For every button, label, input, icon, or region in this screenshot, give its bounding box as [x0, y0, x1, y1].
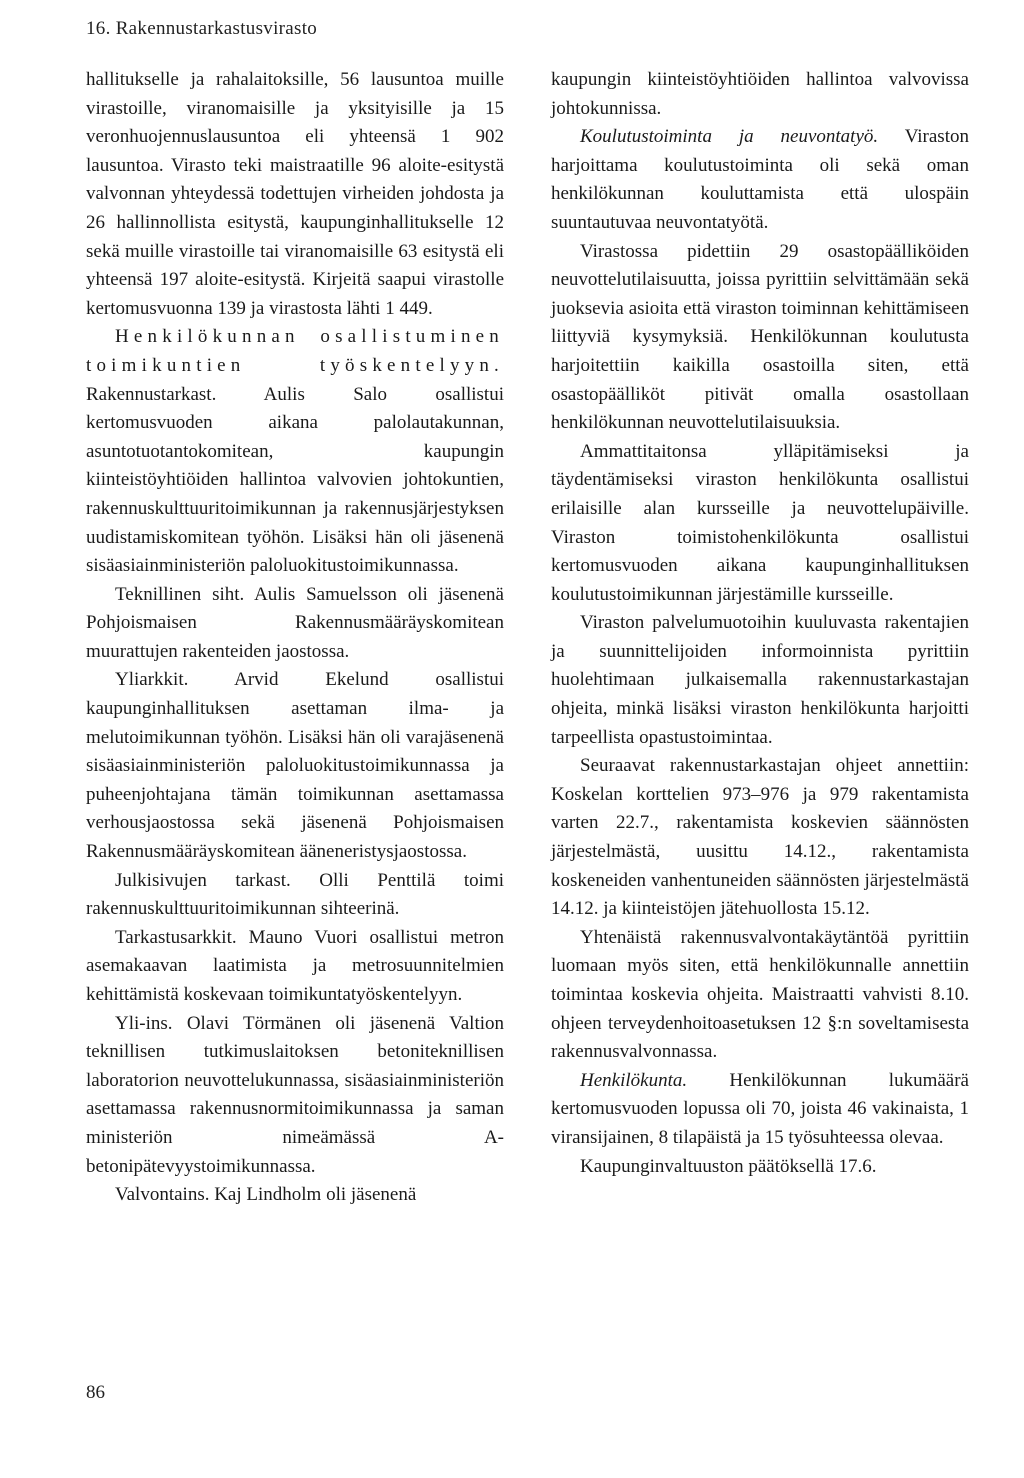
paragraph-tormanen: Yli-ins. Olavi Törmänen oli jäsenenä Valtion teknillisen tutkimuslaitoksen betoniteknillisen laboratorion neuvottelukunnassa, sisäasiainministeriön asettamassa rakennusnormitoimikunnassa ja saman ministeriön nimeämässä A-betonipätevyystoimikunnassa.: [86, 1012, 504, 1177]
paragraph-text: Viraston harjoittama koulutustoiminta oli sekä oman henkilökunnan kouluttamista että ulospäin suuntautuvaa neuvontatyötä.: [551, 126, 969, 233]
paragraph-continuation: kaupungin kiinteistöyhtiöiden hallintoa valvovissa johtokunnissa.: [551, 69, 969, 119]
paragraph-text: Rakennustarkast. Aulis Salo osallistui kertomusvuoden aikana palolautakunnan, asuntotuotantokomitean, kaupungin kiinteistöyhtiöiden hallintoa valvovien johtokuntien, rakennuskulttuuritoimikunnan ja rakennusjärjestyksen uudistamiskomitean työhön. Lisäksi hän oli jäsenenä sisäasiainministeriön paloluokitustoimikunnassa.: [86, 383, 504, 577]
paragraph-training: [551, 123, 969, 237]
paragraph-practice: Yhtenäistä rakennusvalvontakäytäntöä pyrittiin luomaan myös siten, että henkilökunnalle annettiin toimintaa koskevia ohjeita. Maistraatti vahvisti 8.10. ohjeen terveydenhoitoasetuksen 12 §:n soveltamisesta rakennusvalvonnassa.: [551, 926, 969, 1063]
page-number: 86: [86, 1382, 105, 1403]
paragraph-committee-participation: [86, 323, 504, 580]
paragraph-meetings: Virastossa pidettiin 29 osastopäälliköiden neuvottelutilaisuutta, joissa pyrittiin selvittämään sekä juoksevia asioita että viraston toiminnan kehittämiseen liittyviä kysymyksiä. Henkilökunnan koulutusta harjoitettiin kaikilla osastoilla siten, että osastopäälliköt pitivät omalla osastollaan henkilökunnan neuvottelutilaisuuksia.: [551, 240, 969, 434]
paragraph-vuori: Tarkastusarkkit. Mauno Vuori osallistui metron asemakaavan laatimista ja metrosuunnitelmien kehittämistä koskevaan toimikuntatyöskentelyyn.: [86, 926, 504, 1005]
paragraph-council-decision: Kaupunginvaltuuston päätöksellä 17.6.: [580, 1155, 877, 1177]
right-column: [551, 66, 969, 1181]
paragraph-personnel: [551, 1067, 969, 1153]
paragraph-information: Viraston palvelumuotoihin kuuluvasta rakentajien ja suunnittelijoiden informoinnista pyrittiin huolehtimaan julkaisemalla rakennustarkastajan ohjeita, minkä lisäksi viraston henkilökunta harjoitti tarpeellista opastustoimintaa.: [551, 612, 969, 748]
italic-heading: Henkilökunta.: [580, 1069, 688, 1091]
paragraph-statements: hallitukselle ja rahalaitoksille, 56 lausuntoa muille virastoille, viranomaisille ja yksityisille ja 15 veronhuojennuslausuntoa eli yhteensä 1 902 lausuntoa. Virasto teki maistraatille 96 aloite-esitystä valvonnan yhteydessä todettujen virheiden johdosta ja 26 hallinnollista esitystä, kaupunginhallitukselle 12 sekä muille virastoille tai viranomaisille 63 esitystä eli yhteensä 197 aloite-esitystä. Kirjeitä saapui virastolle kertomusvuonna 139 ja virastosta lähti 1 449.: [86, 69, 504, 319]
running-head: 16. Rakennustarkastusvirasto: [86, 18, 318, 39]
paragraph-instructions: Seuraavat rakennustarkastajan ohjeet annettiin: Koskelan korttelien 973–976 ja 979 rakentamista varten 22.7., rakentamista koskevien säännösten järjestelmästä, uusittu 14.12., rakentamista koskeneiden vanhentuneiden säännösten järjestelmästä 14.12. ja kiinteistöjen jätehuollosta 15.12.: [551, 755, 969, 920]
paragraph-penttila: Julkisivujen tarkast. Olli Penttilä toimi rakennuskulttuuritoimikunnan sihteerinä.: [86, 869, 504, 920]
paragraph-lindholm: Valvontains. Kaj Lindholm oli jäsenenä: [115, 1184, 417, 1206]
paragraph-ekelund: Yliarkkit. Arvid Ekelund osallistui kaupunginhallituksen asettaman ilma- ja melutoimikunnan työhön. Lisäksi hän oli varajäsenenä sisäasiainministeriön paloluokitustoimikunnassa ja puheenjohtajana tämän toimikunnan asettamassa verhousjaostossa sekä jäsenenä Pohjoismaisen Rakennusmääräyskomitean ääneneristysjaostossa.: [86, 669, 504, 863]
paragraph-text: Henkilökunnan lukumäärä kertomusvuoden lopussa oli 70, joista 46 vakinaista, 1 viransijainen, 8 tilapäistä ja 15 työsuhteessa olevaa.: [551, 1069, 969, 1148]
spaced-heading: Henkilökunnan osallistuminen toimikuntien työskentelyyn.: [86, 326, 504, 376]
paragraph-samuelsson: Teknillinen siht. Aulis Samuelsson oli jäsenenä Pohjoismaisen Rakennusmääräyskomitean muurattujen rakenteiden jaostossa.: [86, 583, 504, 662]
italic-heading: Koulutustoiminta ja neuvontatyö.: [580, 126, 879, 148]
paragraph-courses: Ammattitaitonsa ylläpitämiseksi ja täydentämiseksi viraston henkilökunta osallistui erilaisille alan kursseille ja neuvottelupäiville. Viraston toimistohenkilökunta osallistui kertomusvuoden aikana kaupunginhallituksen koulutustoimikunnan järjestämille kursseille.: [551, 440, 969, 605]
left-column: [86, 66, 504, 1210]
